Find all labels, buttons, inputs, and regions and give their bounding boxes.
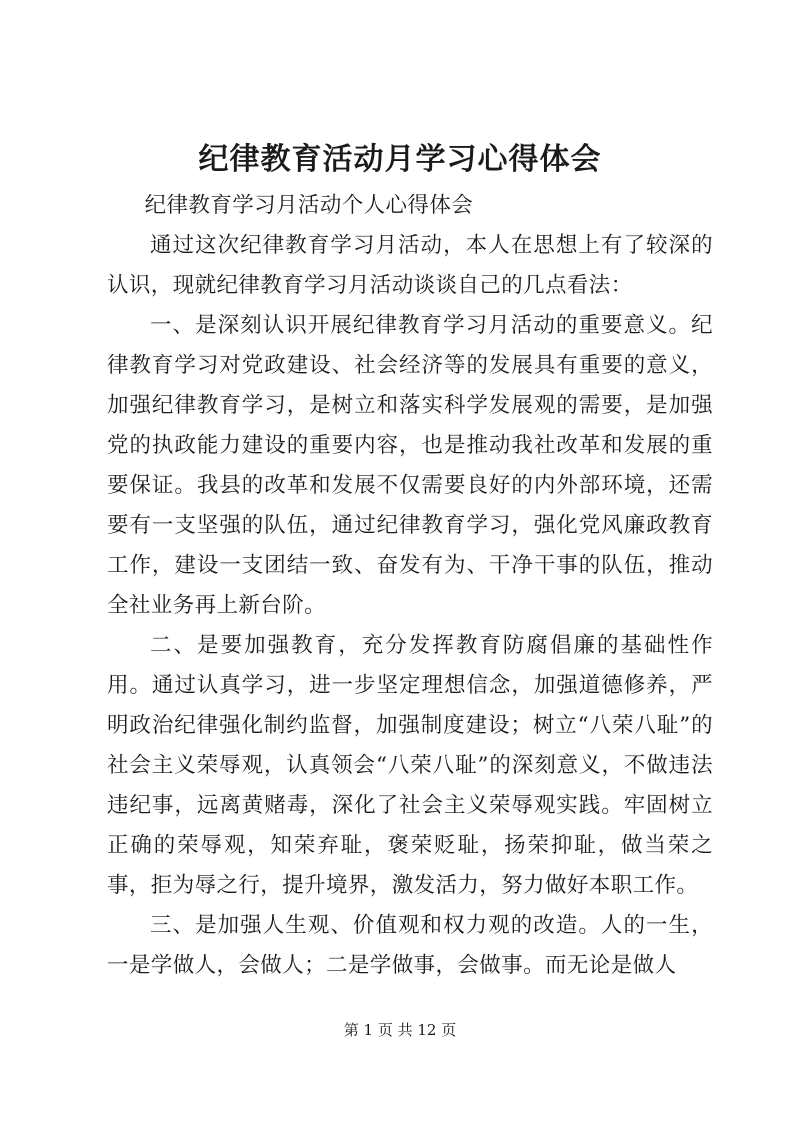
- page-number-footer: 第 1 页 共 12 页: [343, 1021, 457, 1039]
- intro-paragraph: 通过这次纪律教育学习月活动，本人在思想上有了较深的认识，现就纪律教育学习月活动谈谈自己的几点看法：: [107, 233, 713, 298]
- point-two-paragraph: 二、是要加强教育，充分发挥教育防腐倡廉的基础性作用。通过认真学习，进一步坚定理想信念，加强道德修养，严明政治纪律强化制约监督，加强制度建设；树立“八荣八耻”的社会主义荣辱观，认真领会“八荣八耻”的深刻意义，不做违法违纪事，远离黄赌毒，深化了社会主义荣辱观实践。牢固树立正确的荣辱观，知荣弃耻，褒荣贬耻，扬荣抑耻，做当荣之事，拒为辱之行，提升境界，激发活力，努力做好本职工作。: [107, 633, 713, 898]
- document-title: 纪律教育活动月学习心得体会: [198, 142, 602, 177]
- point-one-paragraph: 一、是深刻认识开展纪律教育学习月活动的重要意义。纪律教育学习对党政建设、社会经济等的发展具有重要的意义，加强纪律教育学习，是树立和落实科学发展观的需要，是加强党的执政能力建设的重要内容，也是推动我社改革和发展的重要保证。我县的改革和发展不仅需要良好的内外部环境，还需要有一支坚强的队伍，通过纪律教育学习，强化党风廉政教育工作，建设一支团结一致、奋发有为、干净干事的队伍，推动全社业务再上新台阶。: [107, 313, 713, 618]
- subtitle-paragraph: 纪律教育学习月活动个人心得体会: [144, 193, 474, 218]
- document-body: [107, 186, 713, 986]
- point-three-paragraph: 三、是加强人生观、价值观和权力观的改造。人的一生，一是学做人，会做人；二是学做事，会做事。而无论是做人: [107, 913, 713, 978]
